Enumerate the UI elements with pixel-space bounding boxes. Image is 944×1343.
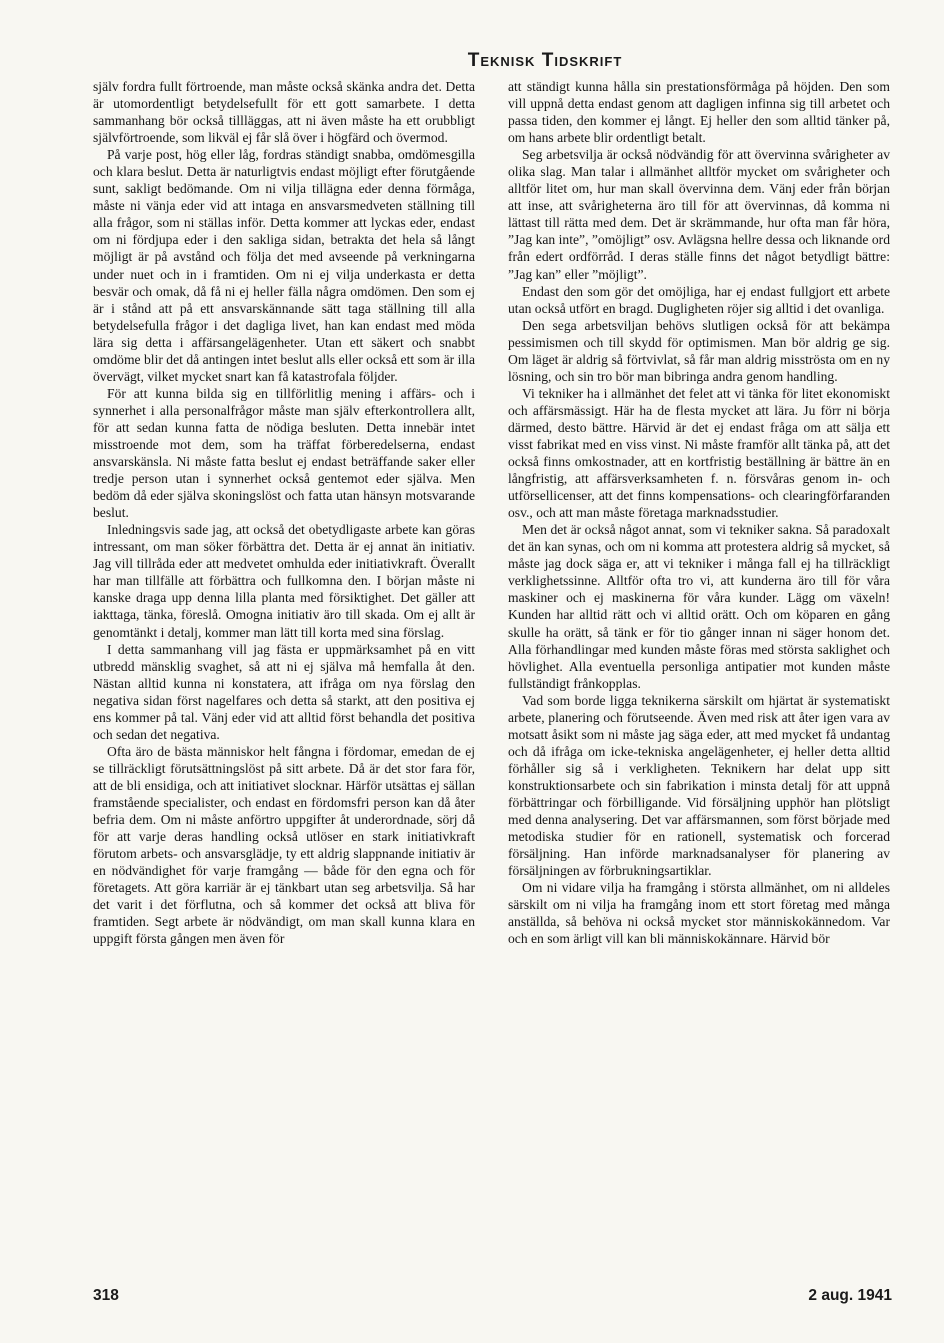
paragraph: Vad som borde ligga teknikerna särskilt om hjärtat är systematiskt arbete, planering och förutseende. Även med risk att åter igen vara av motsatt åsikt som ni måste jag säga eder, att med mycket få undantag och då ifråga om icke-tekniska angelägenheter, ej heller detta alltid förhåller sig så i verkligheten. Teknikern har delat upp sitt konstruktionsarbete och sin fabrikation i minsta detalj för att uppnå förbättringar och förbilligande. Vid försäljning upphör han plötsligt med denna analysering. Det var affärsmannen, som först började med metodiska studier för en rationell, systematisk och forcerad försäljning. Han införde marknadsanalyser för planering av försäljningen av förbrukningsartiklar. — [508, 692, 890, 879]
paragraph: I detta sammanhang vill jag fästa er uppmärksamhet på en vitt utbredd mänsklig svaghet, så att ni ej själva må hemfalla åt den. Nästan alltid kunna ni konstatera, att ifråga om nya förslag den negativa sidan först nagelfares och detta så starkt, att den positiva ej ens kommer på tal. Vänj eder vid att alltid först behandla det positiva och sedan det negativa. — [93, 641, 475, 742]
paragraph: att ständigt kunna hålla sin prestationsförmåga på höjden. Den som vill uppnå detta endast genom att dagligen infinna sig till arbetet och passa tiden, den kommer ej långt. Ej heller den som alltid tänker på, om hans arbete blir ordentligt betalt. — [508, 79, 890, 146]
paragraph: På varje post, hög eller låg, fordras ständigt snabba, omdömesgilla och klara beslut. Detta är naturligtvis endast möjligt efter förutgående sunt, sakligt bedömande. Om ni vilja tillägna eder denna förmåga, måste ni vänja eder vid att intaga en ansvarsmedveten ställning till alla frågor, som ni ställas inför. Detta kommer att lyckas eder, endast om ni fördjupa eder i den sakliga sidan, betrakta det hela så långt möjligt är på avstånd och följa det med avseende på verkningarna under nuet och in i framtiden. Om ni ej vilja underkasta er detta besvär och omak, då få ni ej heller fälla några omdömen. Den som ej är i stånd att på ett ansvarskännande sätt taga ställning till alla betydelsefulla frågor i det dagliga livet, han kan endast med möda lära sig detta i affärsangelägenheter. Utan ett säkert och snabbt omdöme blir det då antingen intet beslut alls eller också ett som är illa övervägt, vilket mycket snart kan få katastrofala följder. — [93, 147, 475, 384]
paragraph: Vi tekniker ha i allmänhet det felet att vi tänka för litet ekonomiskt och affärsmässigt. Här ha de flesta mycket att lära. Ju förr ni börja därmed, desto bättre. Härvid är det ej endast fråga om att sälja ett visst fabrikat med en viss vinst. Ni måste framför allt tänka på, att det också finns omkostnader, att en kortfristig beställning är bättre än en långfristig, att affärsverksamheten f. n. försvåras genom in- och utförsellicenser, att det finns kompensations- och clearingförfaranden osv., och att man måste företaga marknadsstudier. — [508, 385, 890, 521]
journal-title: Teknisk Tidskrift — [467, 50, 623, 71]
paragraph: Den sega arbetsviljan behövs slutligen också för att bekämpa pessimismen och till skydd för optimismen. Man bör aldrig ge sig. Om läget är aldrig så förtvivlat, så får man aldrig misströsta om en ny lösning, och sin tro bör man bibringa andra genom handling. — [508, 317, 890, 384]
right-column — [508, 78, 890, 947]
left-column — [93, 78, 475, 947]
paragraph: Om ni vidare vilja ha framgång i största allmänhet, om ni alldeles särskilt om ni vilja ha framgång inom ett stort företag med många anställda, så behöva ni också mycket stor människokännedom. Var och en som ärligt vill kan bli människokännare. Härvid bör — [508, 880, 890, 947]
page-number: 318 — [93, 1287, 119, 1304]
paragraph: själv fordra fullt förtroende, man måste också skänka andra det. Detta är utomordentligt betydelsefullt för ett gott samarbete. I detta sammanhang bör också tillläggas, att ni även måste ha ett orubbligt självförtroende, som likväl ej får slå över i högfärd och övermod. — [93, 79, 475, 146]
paragraph: Men det är också något annat, som vi tekniker sakna. Så paradoxalt det än kan synas, och om ni komma att protestera aldrig så mycket, så måste jag dock säga er, att vi tekniker i många fall ej ha tillräckligt verklighetssinne. Alltför ofta tro vi, att kunderna äro till för våra maskiner och ej maskinerna för våra kunder. Lägg om växeln! Kunden har alltid rätt och vi alltid orätt. Och om köparen en gång skulle ha orätt, så tänk er för tio gånger innan ni säger honom det. Alla förhandlingar med kunden måste föras med största saklighet och hövlighet. Alla eventuella personliga antipatier mot kunden måste fullständigt frånkopplas. — [508, 522, 890, 691]
paragraph: För att kunna bilda sig en tillförlitlig mening i affärs- och i synnerhet i alla personalfrågor måste man själv efterkontrollera allt, för att sedan kunna fatta de nödiga besluten. Detta innebär intet misstroende mot dem, som ha träffat förberedelserna, endast ansvarskänsla. Ni måste fatta beslut ej endast beträffande saker eller tredje person utan i synnerhet också gentemot eder själva. Men bedöm då eder själva skoningslöst och fatta utan hänsyn motsvarande beslut. — [93, 385, 475, 521]
issue-date: 2 aug. 1941 — [808, 1287, 892, 1304]
paragraph: Ofta äro de bästa människor helt fångna i fördomar, emedan de ej se tillräckligt förutsättningslöst på sitt arbete. Då är det stor fara för, att de bli ensidiga, och att initiativet slocknar. Härför utsättas ej sällan framstående specialister, och endast en fördomsfri person kan då åter befria dem. Om ni måste anförtro uppgifter åt underordnade, sörj då för att varje deras handling också utlöser en stark initiativkraft förutom arbets- och ansvarsglädje, ty ett aldrig slappnande initiativ är en nödvändighet för varje framgång — både för den egna och för företagets. Att göra karriär är ej tänkbart utan seg arbetsvilja. Så har det varit i det förflutna, och så kommer det också att bliva för framtiden. Segt arbete är nödvändigt, om man skall kunna klara en uppgift första gången men även för — [93, 743, 475, 947]
paragraph: Inledningsvis sade jag, att också det obetydligaste arbete kan göras intressant, om man söker förbättra det. Detta är ej annat än initiativ. Jag vill tillråda eder att medvetet omhulda eder initiativkraft. Överallt har man tillfälle att förbättra och fullkomna den. I början måste ni kanske draga upp denna lilla planta med försiktighet. Det gäller att iakttaga, tänka, föreslå. Omogna initiativ äro till skada. Om ej allt är genomtänkt i detalj, kommer man lätt till korta med sina förslag. — [93, 522, 475, 640]
paragraph: Endast den som gör det omöjliga, har ej endast fullgjort ett arbete utan också utfört en bragd. Dugligheten röjer sig alltid i det ovanliga. — [508, 283, 890, 316]
paragraph: Seg arbetsvilja är också nödvändig för att övervinna svårigheter av olika slag. Man talar i allmänhet alltför mycket om svårigheter och alltför litet om, hur man skall övervinna dem. Vänj eder från början att inse, att svårigheterna äro till för att övervinnas, då komma ni lättast till rätta med dem. Det är skrämmande, hur ofta man får höra, ”Jag kan inte”, ”omöjligt” osv. Avlägsna hellre dessa och liknande ord från edert ordförråd. I deras ställe finns det något betydligt bättre: ”Jag kan” eller ”möjligt”. — [508, 147, 890, 282]
